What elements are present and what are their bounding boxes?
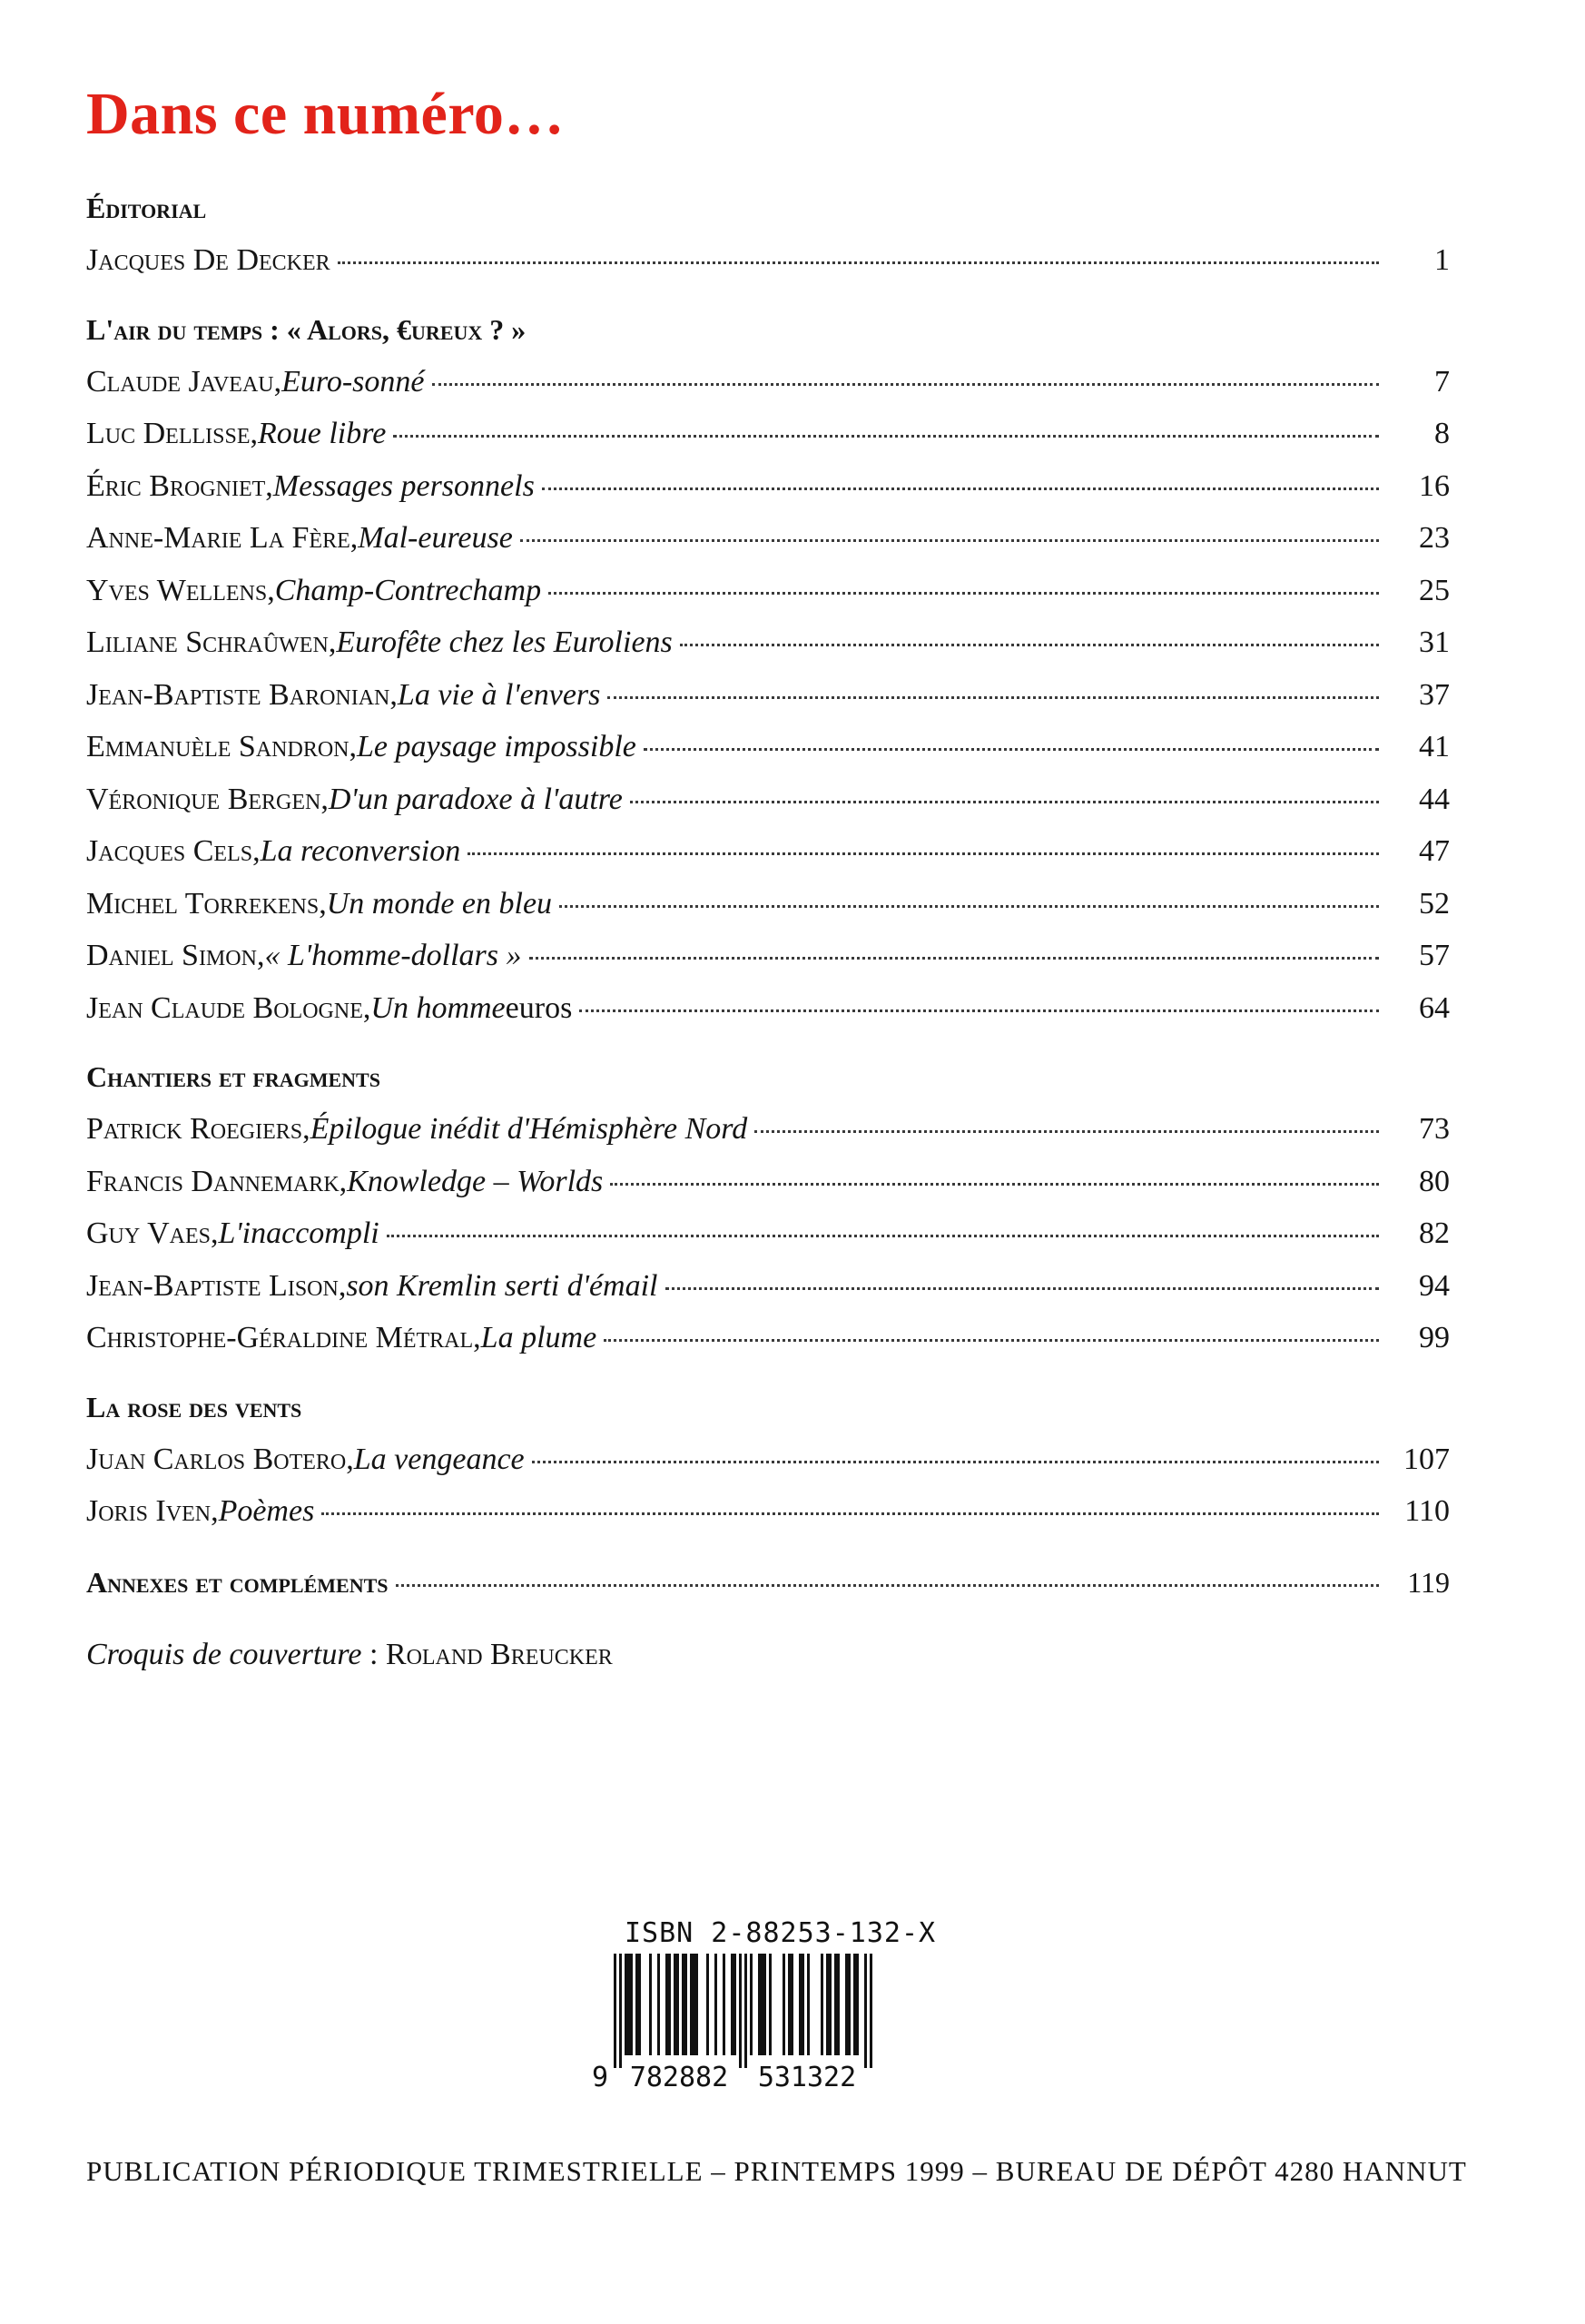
entry-author: Véronique Bergen [86,782,321,816]
dot-leader [432,383,1379,386]
entry-page-number: 8 [1434,417,1450,450]
entry-title: Roue libre [258,417,387,450]
entry-separator: , [267,573,275,607]
entry-page-number: 7 [1434,364,1450,399]
barcode-bar [763,1954,766,2055]
barcode-bar [870,1954,872,2068]
entry-separator: , [302,1112,310,1146]
entry-title: Eurofête chez les Euroliens [336,625,673,659]
dot-leader [754,1130,1379,1133]
barcode-bar [853,1954,856,2055]
entry-separator: , [338,1268,347,1303]
entry-page-number: 47 [1419,834,1450,868]
dot-leader [665,1287,1380,1290]
barcode-bar [799,1954,802,2055]
entry-title: La reconversion [260,834,461,868]
entry-title: Le paysage impossible [357,730,636,763]
toc-entry [86,616,1450,669]
toc-entry [86,773,1450,826]
dot-leader [321,1512,1379,1515]
barcode-bar [807,1954,810,2055]
entry-title: Épilogue inédit d'Hémisphère Nord [310,1112,748,1146]
entry-author: Yves Wellens [86,573,268,607]
entry-separator: , [328,625,337,659]
entry-title: La vengeance [353,1442,525,1476]
section-heading: Éditorial [86,192,207,224]
entry-author: Emmanuèle Sandron [86,730,349,763]
entry-separator: , [389,677,398,712]
entry-author: Guy Vaes [86,1216,211,1250]
entry-author: Anne-Marie La Fère [86,521,350,555]
entry-separator: , [273,364,282,399]
entry-separator: , [339,1164,348,1198]
entry-title-suffix: euros [505,990,573,1025]
toc-entry [86,1485,1450,1538]
barcode-bar [864,1954,867,2068]
entry-page-number: 73 [1419,1112,1450,1146]
entry-separator: , [346,1442,354,1476]
barcode-bar [845,1954,848,2055]
barcode-bar [695,1954,698,2055]
toc-entry [86,669,1450,722]
dot-leader [529,957,1380,960]
entry-page-number: 107 [1403,1442,1450,1476]
barcode-bar [682,1954,684,2055]
annexes-label: Annexes et compléments [86,1565,389,1599]
barcode-bar [657,1954,660,2055]
barcode-bar [619,1954,622,2068]
entry-page-number: 1 [1434,243,1450,277]
publication-footer: PUBLICATION PÉRIODIQUE TRIMESTRIELLE – PRINTEMPS 1999 – BUREAU DE DÉPÔT 4280 HANNUT [86,2155,1467,2187]
table-of-contents [86,182,1450,1681]
entry-page-number: 57 [1419,939,1450,972]
toc-entry [86,1312,1450,1364]
dot-leader [680,644,1379,646]
dot-leader [520,539,1379,542]
entry-author: Daniel Simon [86,939,257,972]
dot-leader [542,487,1379,490]
barcode-bar [834,1954,837,2055]
dot-leader [387,1235,1379,1237]
toc-entry [86,982,1450,1035]
barcode-graphic [588,1954,915,2090]
entry-title: Mal-eureuse [358,521,513,555]
entry-page-number: 99 [1419,1321,1450,1354]
entry-title: « L'homme-dollars » [264,939,522,972]
entry-author: Jacques De Decker [86,243,330,277]
dot-leader [396,1584,1380,1587]
entry-author: Michel Torrekens [86,886,320,921]
credit-separator: : [361,1637,386,1671]
barcode-bar [744,1954,747,2068]
toc-entry [86,878,1450,931]
entry-page-number: 64 [1419,990,1450,1025]
entry-title: Un homme [370,990,506,1025]
section-heading: L'air du temps : « Alors, €ureux ? » [86,312,527,346]
entry-page-number: 44 [1419,782,1450,816]
entry-separator: , [211,1494,219,1528]
entry-title: Un monde en bleu [326,886,553,921]
barcode-bar [761,1954,763,2055]
entry-author: Jean-Baptiste Lison [86,1268,339,1303]
toc-entry [86,408,1450,460]
barcode-bar [614,1954,616,2068]
toc-entry [86,460,1450,513]
entry-page-number: 82 [1419,1216,1450,1250]
dot-leader [604,1339,1379,1342]
credit-label: Croquis de couverture [86,1637,362,1671]
entry-page-number: 37 [1419,677,1450,712]
entry-page-number: 31 [1419,625,1450,659]
entry-title: Champ-Contrechamp [274,573,542,607]
entry-title: Poèmes [218,1494,315,1528]
barcode-bar [856,1954,859,2055]
dot-leader [559,905,1379,908]
toc-entry [86,565,1450,617]
entry-author: Luc Dellisse [86,417,251,450]
barcode-digits: 782882 [629,2062,729,2090]
entry-title: Messages personnels [272,468,535,503]
entry-page-number: 94 [1419,1268,1450,1303]
entry-title: Knowledge – Worlds [347,1164,604,1198]
entry-separator: , [320,782,329,816]
entry-title: La plume [480,1321,597,1354]
dot-leader [532,1461,1379,1463]
dot-leader [644,748,1379,751]
cover-credit [86,1629,1450,1681]
dot-leader [579,1009,1379,1012]
barcode-bar [769,1954,772,2055]
entry-author: Jacques Cels [86,834,253,868]
toc-entry [86,234,1450,287]
barcode-bar [684,1954,687,2055]
annexes-entry [86,1556,1450,1609]
entry-separator: , [250,417,258,450]
barcode-bar [733,1954,736,2055]
annexes-page-number: 119 [1407,1565,1450,1599]
entry-author: Éric Brogniet [86,468,266,503]
barcode-bar [693,1954,695,2055]
toc-entry [86,825,1450,878]
barcode-bar [723,1954,725,2055]
barcode-bar [829,1954,832,2055]
entry-title: Euro-sonné [281,364,425,399]
toc-entry [86,512,1450,565]
entry-author: Liliane Schraûwen [86,625,329,659]
entry-page-number: 23 [1419,521,1450,555]
entry-separator: , [349,521,359,555]
barcode-bar [630,1954,633,2055]
barcode-bar [714,1954,717,2055]
barcode-bar [627,1954,630,2055]
barcode-bar [837,1954,840,2055]
dot-leader [610,1183,1379,1186]
entry-author: Jean-Baptiste Baronian [86,677,390,712]
dot-leader [607,696,1379,699]
toc-entry [86,1156,1450,1208]
entry-title: son Kremlin serti d'émail [346,1268,658,1303]
toc-entry [86,1207,1450,1260]
entry-author: Claude Javeau [86,364,274,399]
entry-author: Juan Carlos Botero [86,1442,347,1476]
entry-separator: , [265,468,273,503]
barcode-bar [783,1954,785,2055]
toc-entry [86,356,1450,409]
barcode-bar [731,1954,733,2055]
toc-entry [86,1433,1450,1486]
barcode-bar [826,1954,829,2055]
entry-title: L'inaccompli [218,1216,379,1250]
toc-entry [86,721,1450,773]
entry-separator: , [319,886,327,921]
barcode-digits: 9 [592,2062,609,2090]
barcode-bar [665,1954,668,2055]
entry-separator: , [473,1321,481,1354]
section-heading: La rose des vents [86,1390,302,1423]
dot-leader [393,435,1379,438]
dot-leader [548,592,1379,595]
barcode-bar [821,1954,823,2055]
entry-page-number: 16 [1419,468,1450,503]
barcode-bar [674,1954,676,2055]
entry-separator: , [211,1216,219,1250]
section-heading: Chantiers et fragments [86,1060,380,1093]
entry-author: Francis Dannemark [86,1164,340,1198]
dot-leader [630,801,1379,803]
barcode-bar [788,1954,791,2055]
barcode-bar [635,1954,638,2055]
barcode-bar [668,1954,671,2055]
entry-author: Joris Iven [86,1494,212,1528]
entry-page-number: 25 [1419,573,1450,607]
entry-page-number: 110 [1404,1494,1450,1528]
barcode [588,1954,915,2090]
credit-name: Roland Breucker [385,1637,613,1671]
entry-author: Jean Claude Bologne [86,990,363,1025]
entry-page-number: 80 [1419,1164,1450,1198]
barcode-bar [802,1954,804,2055]
barcode-bar [690,1954,693,2055]
entry-page-number: 41 [1419,730,1450,763]
barcode-bar [649,1954,652,2055]
entry-separator: , [362,990,371,1025]
page-title: Dans ce numéro… [86,81,565,147]
barcode-bar [750,1954,753,2055]
isbn-label: ISBN 2-88253-132-X [625,1917,937,1949]
entry-author: Patrick Roegiers [86,1112,303,1146]
entry-author: Christophe-Géraldine Métral [86,1321,474,1354]
barcode-bar [791,1954,793,2055]
entry-page-number: 52 [1419,886,1450,921]
barcode-bar [758,1954,761,2055]
barcode-bar [638,1954,641,2055]
toc-entry [86,1260,1450,1313]
barcode-bar [676,1954,679,2055]
entry-title: D'un paradoxe à l'autre [328,782,623,816]
barcode-bar [625,1954,627,2055]
dot-leader [468,852,1379,855]
barcode-digits: 531322 [757,2062,857,2090]
barcode-bar [739,1954,742,2068]
toc-entry [86,930,1450,982]
entry-separator: , [252,834,261,868]
entry-title: La vie à l'envers [397,677,601,712]
toc-entry [86,1103,1450,1156]
barcode-bar [848,1954,851,2055]
barcode-bar [706,1954,709,2055]
entry-separator: , [349,730,358,763]
dot-leader [338,261,1379,264]
entry-separator: , [256,939,265,972]
